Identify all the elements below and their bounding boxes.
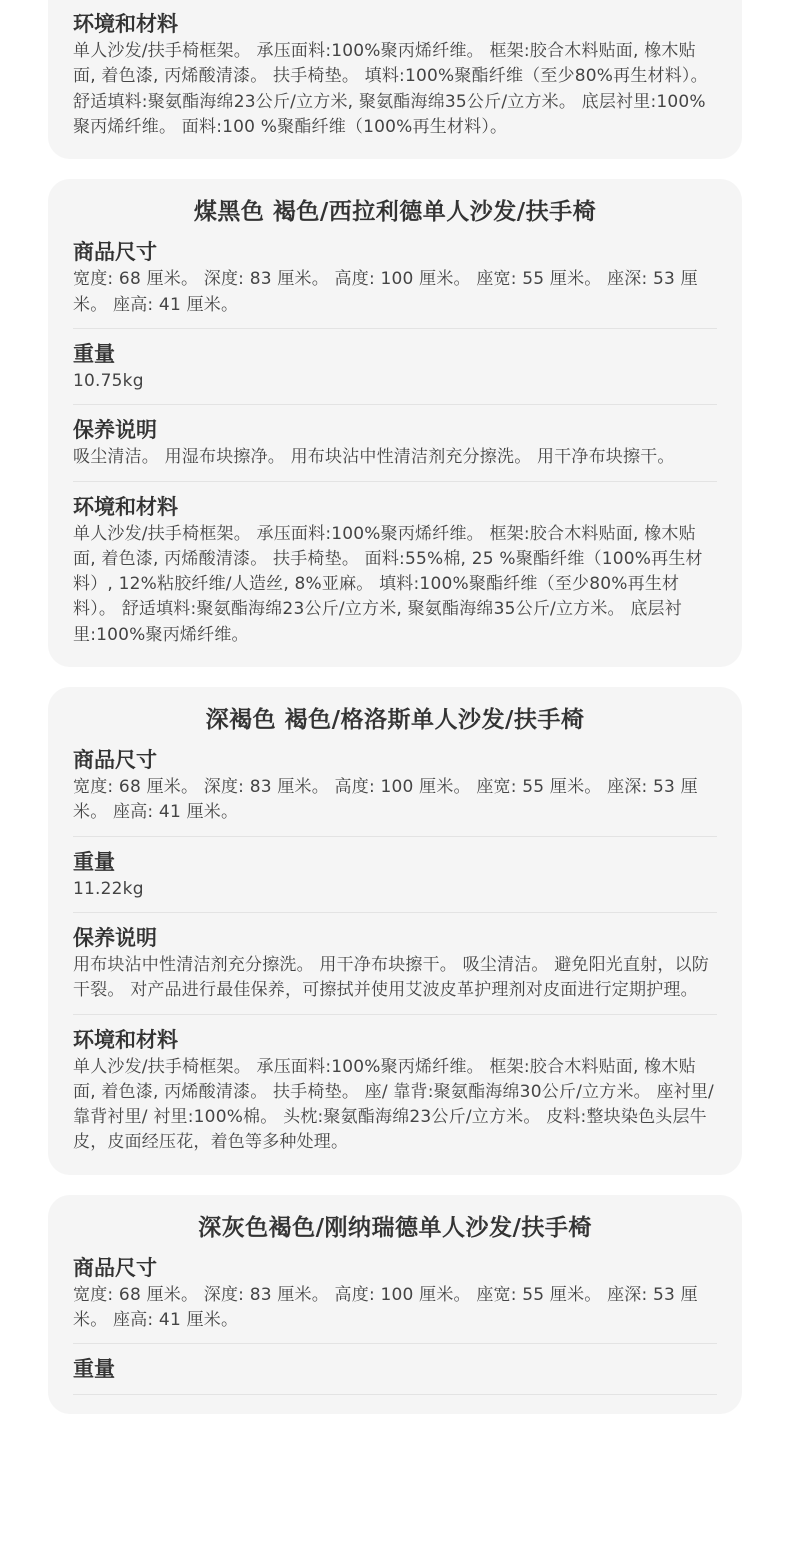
section-heading: 商品尺寸 (73, 748, 157, 773)
product-spec-card (48, 179, 742, 667)
care-section (73, 913, 717, 1015)
card-title: 深灰色褐色/刚纳瑞德单人沙发/扶手椅 (198, 1214, 592, 1241)
weight-text: 11.22kg (73, 878, 144, 899)
section-heading: 保养说明 (73, 418, 157, 443)
care-text: 吸尘清洁。 用湿布块擦净。 用布块沾中性清洁剂充分擦洗。 用干净布块擦干。 (73, 447, 675, 468)
weight-text: 10.75kg (73, 370, 144, 391)
care-section (73, 405, 717, 481)
size-text: 宽度: 68 厘米。 深度: 83 厘米。 高度: 100 厘米。 座宽: 55 厘米。 座深: 53 厘米。 座高: 41 厘米。 (73, 269, 698, 315)
section-heading: 商品尺寸 (73, 240, 157, 265)
materials-text: 单人沙发/扶手椅框架。 承压面料:100%聚丙烯纤维。 框架:胶合木料贴面, 橡木贴面, 着色漆, 丙烯酸清漆。 扶手椅垫。 面料:55%棉, 25 %聚酯纤维（100%再生材料）, 12%粘胶纤维/人造丝, 8%亚麻。 填料:100%聚酯纤维（至少80%再生材料）。 舒适填料:聚氨酯海绵23公斤/立方米, 聚氨酯海绵35公斤/立方米。 底层衬里:100%聚丙烯纤维。 (73, 523, 703, 645)
section-heading: 重量 (73, 849, 115, 874)
section-heading: 保养说明 (73, 925, 157, 950)
size-section (73, 1243, 717, 1345)
card-title: 深褐色 褐色/格洛斯单人沙发/扶手椅 (205, 707, 585, 734)
product-spec-card (48, 0, 742, 159)
materials-section (73, 482, 717, 648)
materials-text: 单人沙发/扶手椅框架。 承压面料:100%聚丙烯纤维。 框架:胶合木料贴面, 橡木贴面, 着色漆, 丙烯酸清漆。 扶手椅垫。 座/ 靠背:聚氨酯海绵30公斤/立方米。 座衬里/ 靠背衬里/ 衬里:100%棉。 头枕:聚氨酯海绵23公斤/立方米。 皮料:整块染色头层牛皮，皮面经压花，着色等多种处理。 (73, 1056, 714, 1153)
size-section (73, 735, 717, 837)
size-text: 宽度: 68 厘米。 深度: 83 厘米。 高度: 100 厘米。 座宽: 55 厘米。 座深: 53 厘米。 座高: 41 厘米。 (73, 1284, 698, 1331)
card-title: 煤黑色 褐色/西拉利德单人沙发/扶手椅 (193, 199, 597, 226)
section-heading: 重量 (73, 1357, 115, 1382)
materials-text: 单人沙发/扶手椅框架。 承压面料:100%聚丙烯纤维。 框架:胶合木料贴面, 橡木贴面, 着色漆, 丙烯酸清漆。 扶手椅垫。 填料:100%聚酯纤维（至少80%再生材料）。 舒适填料:聚氨酯海绵23公斤/立方米, 聚氨酯海绵35公斤/立方米。 底层衬里:100%聚丙烯纤维。 面料:100 %聚酯纤维（100%再生材料）。 (73, 41, 708, 138)
weight-section (73, 1344, 717, 1395)
product-spec-card (48, 1195, 742, 1415)
care-text: 用布块沾中性清洁剂充分擦洗。 用干净布块擦干。 吸尘清洁。 避免阳光直射，以防干裂。 对产品进行最佳保养，可擦拭并使用艾波皮革护理剂对皮面进行定期护理。 (73, 954, 710, 1001)
weight-section (73, 329, 717, 405)
product-spec-card (48, 687, 742, 1175)
weight-section (73, 837, 717, 913)
section-heading: 商品尺寸 (73, 1255, 157, 1280)
materials-section (73, 1015, 717, 1156)
materials-section (73, 0, 717, 140)
section-heading: 环境和材料 (73, 494, 178, 519)
section-heading: 环境和材料 (73, 12, 178, 37)
size-section (73, 227, 717, 329)
section-heading: 重量 (73, 341, 115, 366)
section-heading: 环境和材料 (73, 1027, 178, 1052)
size-text: 宽度: 68 厘米。 深度: 83 厘米。 高度: 100 厘米。 座宽: 55 厘米。 座深: 53 厘米。 座高: 41 厘米。 (73, 777, 698, 823)
